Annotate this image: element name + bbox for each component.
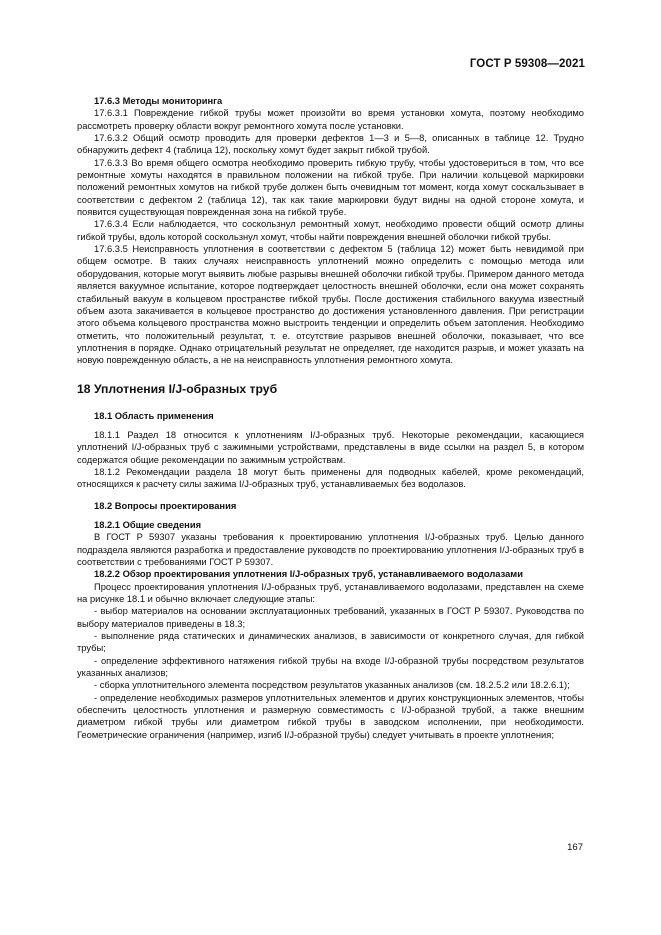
list-item: - выполнение ряда статических и динамических анализов, в зависимости от конкретного случая, для гибкой трубы;	[77, 631, 584, 654]
subsection-heading-18-2-1: 18.2.1 Общие сведения	[94, 519, 202, 530]
paragraph-18-1-2: 18.1.2 Рекомендации раздела 18 могут быть применены для подводных кабелей, кроме рекомендаций, относящихся к расчету силы зажима I/J-образных труб, устанавливаемых без водолазов.	[77, 466, 584, 490]
paragraph-18-2-2-intro: Процесс проектирования уплотнения I/J-образных труб, устанавливаемого водолазами, представлен на схеме на рисунке 18.1 и обычно включает следующие этапы:	[77, 581, 584, 605]
section-heading-18: 18 Уплотнения I/J-образных труб	[77, 381, 278, 396]
subsection-heading-17-6-3: 17.6.3 Методы мониторинга	[94, 96, 223, 106]
paragraph-17-6-3-3: 17.6.3.3 Во время общего осмотра необходимо проверить гибкую трубу, чтобы удостовериться в том, что все ремонтные хомуты находятся в правильном положении на гибкой трубе. При наличии кольцевой маркировки положений ремонтных хомутов на гибкой трубе должен быть очевидным тот момент, когда хомут соскальзывает в соответствии с дефектом 2 (таблица 12), так как такие маркировки будут видны на одной стороне хомута, и появится существующая поврежденная зона на гибкой трубе.	[77, 157, 584, 218]
page-number: 167	[567, 842, 583, 853]
list-item: - выбор материалов на основании эксплуатационных требований, указанных в ГОСТ Р 59307. Руководства по выбору материалов приведены в 18.3;	[77, 606, 584, 629]
list-item: - определение необходимых размеров уплотнительных элементов и других конструкционных элементов, чтобы обеспечить целостность уплотнения и размерную совместимость с I/J-образной трубой, а также внешним диаметром гибкой трубы или диаметром гибкой трубы в заводском исполнении, при необходимости. Геометрические ограничения (например, изгиб I/J-образной трубы) следует учитывать в проекте уплотнения;	[77, 692, 584, 740]
paragraph-17-6-3-1: 17.6.3.1 Повреждение гибкой трубы может произойти во время установки хомута, поэтому необходимо рассмотреть проверку области вокруг ремонтного хомута после установки.	[77, 108, 584, 131]
list-item: - определение эффективного натяжения гибкой трубы на входе I/J-образной трубы посредством результатов указанных анализов;	[77, 655, 584, 679]
paragraph-17-6-3-2: 17.6.3.2 Общий осмотр проводить для проверки дефектов 1—3 и 5—8, описанных в таблице 12. Трудно обнаружить дефект 4 (таблица 12), поскольку хомут будет закрыт гибкой трубой.	[77, 133, 584, 156]
subsection-heading-18-2-2: 18.2.2 Обзор проектирования уплотнения I/J-образных труб, устанавливаемого водолазами	[94, 569, 523, 580]
paragraph-18-1-1: 18.1.1 Раздел 18 относится к уплотнениям I/J-образных труб. Некоторые рекомендации, касающиеся уплотнений I/J-образных труб с зажимными устройствами, представлены в виде ссылки на раздел 5, в котором содержатся общие рекомендации по зажимным устройствам.	[77, 429, 584, 465]
paragraph-17-6-3-4: 17.6.3.4 Если наблюдается, что соскользнул ремонтный хомут, необходимо провести общий осмотр длины гибкой трубы, вдоль которой соскользнул хомут, чтобы найти повреждения внешней оболочки гибкой трубы.	[77, 219, 584, 242]
subsection-heading-18-2: 18.2 Вопросы проектирования	[94, 500, 237, 511]
list-item: - сборка уплотнительного элемента посредством результатов указанных анализов (см. 18.2.5.2 или 18.2.6.1);	[94, 680, 570, 691]
paragraph-18-2-1: В ГОСТ Р 59307 указаны требования к проектированию уплотнения I/J-образных труб. Целью данного подраздела являются разработка и предоставление руководств по проектированию уплотнения I/J-образных труб в соответствии с требованиями ГОСТ Р 59307.	[77, 532, 584, 567]
standard-designation: ГОСТ Р 59308—2021	[469, 58, 585, 70]
subsection-heading-18-1: 18.1 Область применения	[94, 410, 214, 421]
page-content	[77, 95, 584, 741]
paragraph-17-6-3-5: 17.6.3.5 Неисправность уплотнения в соответствии с дефектом 5 (таблица 12) может быть невидимой при общем осмотре. В таких случаях неисправность уплотнений можно определить с помощью метода или оборудования, которые могут выявить любые разрывы внешней оболочки гибкой трубы. Примером данного метода является вакуумное испытание, которое подтверждает целостность внешней оболочки, если она может сохранять стабильный вакуум в кольцевом пространстве гибкой трубы. После достижения стабильного вакуума известный объем азота закачивается в кольцевое пространство до достижения установленного давления. При регистрации этого объема кольцевого пространства можно выстроить тенденции и определить объем затопления. Необходимо отметить, что положительный результат, т. е. отсутствие разрывов внешней оболочки, показывает, что все уплотнения в порядке. Однако отрицательный результат не определяет, где находится разрыв, и может указать на новую поврежденную область, а не на неисправность уплотнения ремонтного хомута.	[77, 244, 584, 366]
